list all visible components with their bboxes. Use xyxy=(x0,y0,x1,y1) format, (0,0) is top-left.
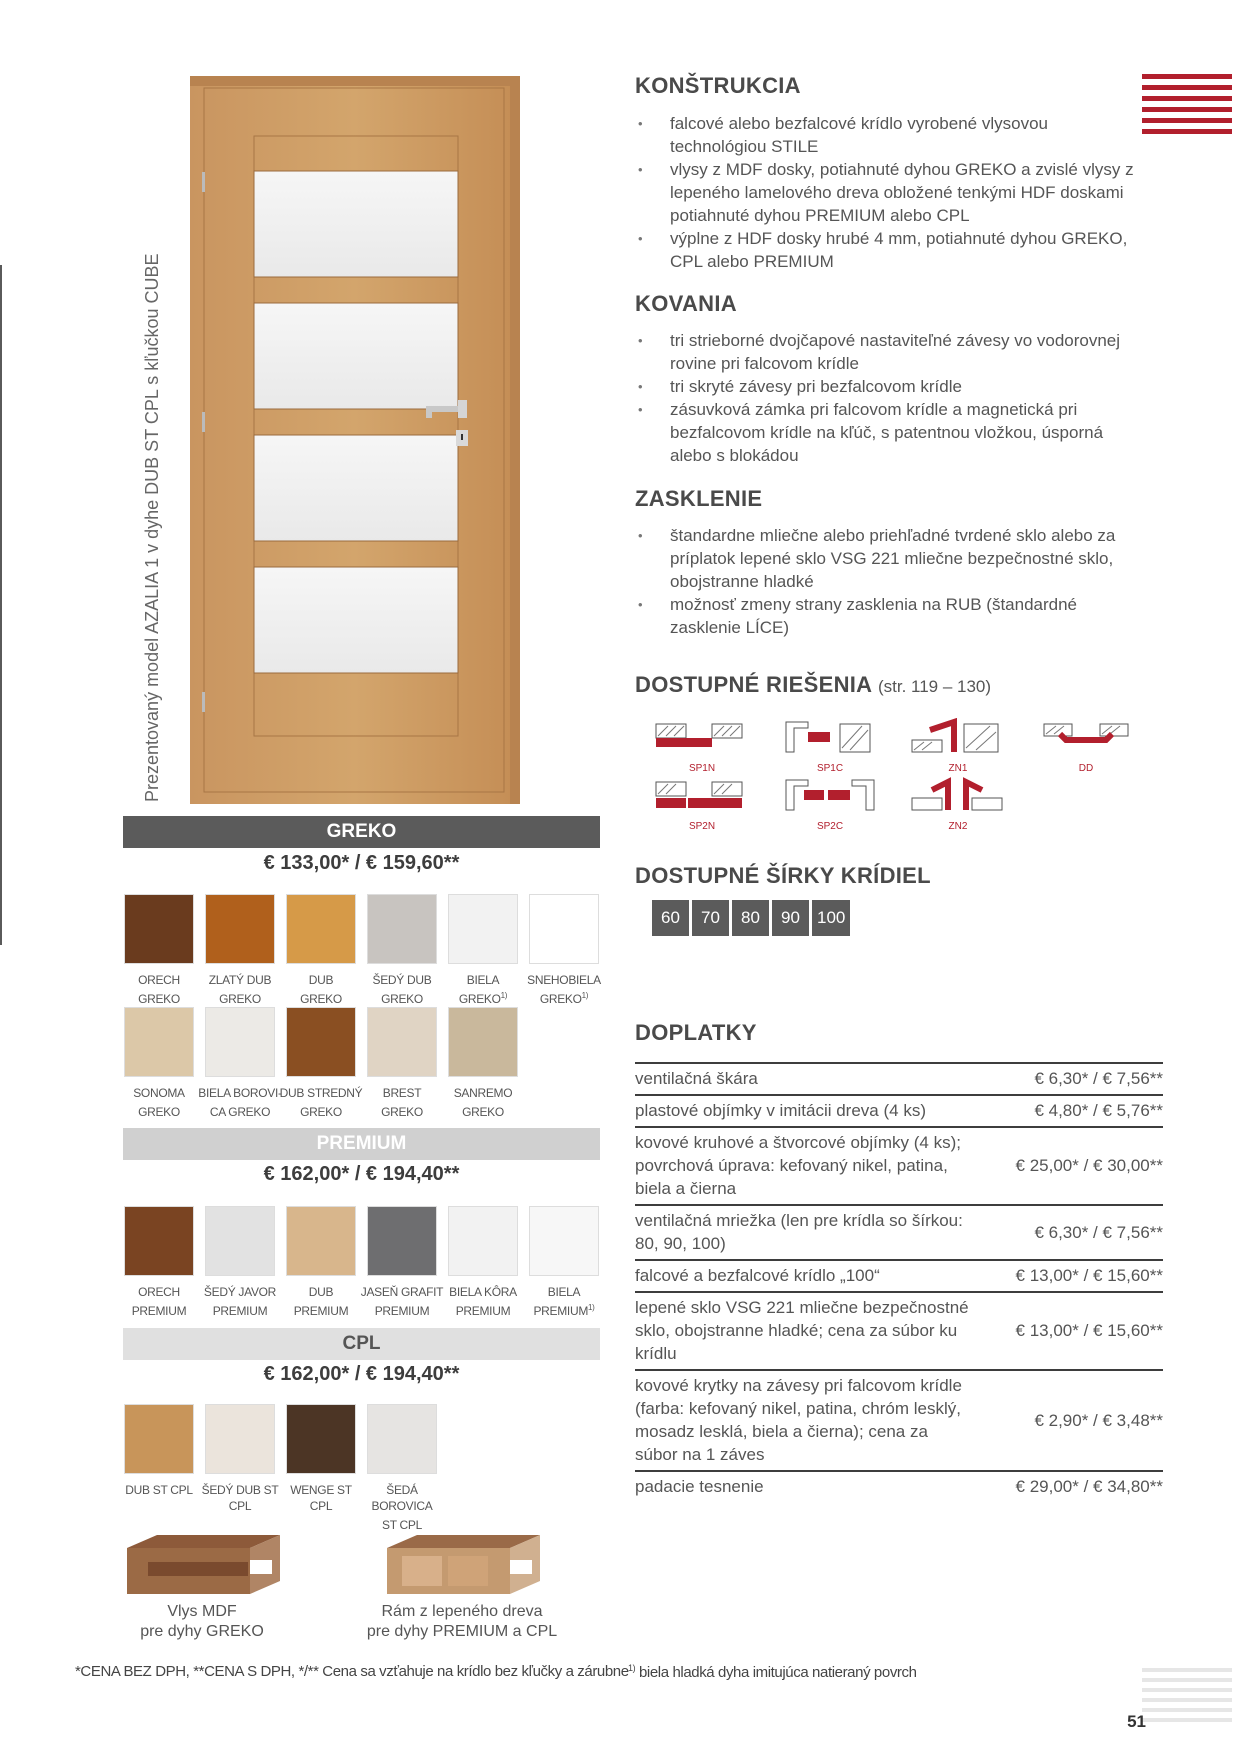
doplatky-row xyxy=(635,1205,1163,1260)
premium-swatch xyxy=(367,1206,437,1276)
doplatky-desc: padacie tesnenie xyxy=(635,1477,764,1496)
greko-swatch-label: BIELA GREKO$^{1)}$ xyxy=(458,973,508,1006)
page-number: 51 xyxy=(1127,1712,1146,1731)
premium-swatch xyxy=(205,1206,275,1276)
greko-swatch-label: ORECH GREKO xyxy=(138,973,180,1006)
doplatky-row xyxy=(635,1292,1163,1370)
greko-swatch xyxy=(205,1007,275,1077)
premium-swatch xyxy=(529,1206,599,1276)
zn1-diagram xyxy=(910,718,1006,758)
doplatky-price: € 2,90* / € 3,48** xyxy=(993,1370,1163,1471)
cpl-swatch-label: DUB ST CPL xyxy=(125,1483,193,1497)
premium-swatch-label: DUB PREMIUM xyxy=(293,1285,349,1318)
doplatky-desc: falcové a bezfalcové krídlo „100“ xyxy=(635,1260,993,1292)
width-option: 60 xyxy=(652,900,689,936)
kovania-item: • tri strieborné dvojčapové nastaviteľné závesy vo vodorovnej rovine pri falcovom krídle xyxy=(635,329,1135,375)
dd-diagram xyxy=(1038,718,1134,758)
dd-label: DD xyxy=(1078,763,1094,774)
sirky-heading: DOSTUPNÉ ŠÍRKY KRÍDIEL xyxy=(635,863,931,888)
greko-swatch xyxy=(286,1007,356,1077)
solution-zn1 xyxy=(910,718,1006,774)
sp2n-label: SP2N xyxy=(688,821,716,832)
greko-swatch xyxy=(124,1007,194,1077)
cpl-band: CPL xyxy=(123,1328,600,1360)
cpl-price: € 162,00* / € 194,40** xyxy=(263,1363,460,1385)
cpl-swatch-label: WENGE ST CPL xyxy=(290,1483,352,1513)
greko-swatch xyxy=(367,894,437,964)
zasklenie-heading: ZASKLENIE xyxy=(635,486,763,511)
zn1-label: ZN1 xyxy=(948,763,968,774)
doplatky-row xyxy=(635,1471,1163,1502)
cpl-swatch xyxy=(367,1404,437,1474)
zasklenie-list xyxy=(635,524,1135,639)
doplatky-desc: kovové krytky na závesy pri falcovom krídle (farba: kefovaný nikel, patina, chróm lesklý, mosadz lesklá, biela a čierna); cena za súbor na 1 záves xyxy=(635,1370,993,1471)
riesenia-heading: DOSTUPNÉ RIEŠENIA (str. 119 – 130) xyxy=(635,672,992,697)
doplatky-desc: kovové kruhové a štvorcové objímky (4 ks); povrchová úprava: kefovaný nikel, patina, biela a čierna xyxy=(635,1127,993,1205)
sp1n-diagram xyxy=(654,718,750,758)
greko-swatch-label: DUB STREDNÝ GREKO xyxy=(279,1086,363,1119)
sp1c-label: SP1C xyxy=(816,763,844,774)
doplatky-heading: DOPLATKY xyxy=(635,1020,757,1045)
finish-footnote: $^{1)}$ biela hladká dyha imitujúca natieraný povrch xyxy=(628,1663,917,1681)
solution-sp2n xyxy=(654,776,750,832)
premium-swatch-label: ORECH PREMIUM xyxy=(131,1285,187,1318)
mdf-profile-caption: Vlys MDF pre dyhy GREKO xyxy=(140,1603,264,1640)
width-option: 80 xyxy=(732,900,769,936)
cpl-swatch xyxy=(124,1404,194,1474)
frame-profile-image xyxy=(382,1530,542,1600)
konstrukcia-heading: KONŠTRUKCIA xyxy=(635,73,801,98)
greko-band: GREKO xyxy=(123,816,600,848)
doplatky-row xyxy=(635,1370,1163,1471)
greko-price: € 133,00* / € 159,60** xyxy=(263,852,460,874)
konstrukcia-item: • výplne z HDF dosky hrubé 4 mm, potiahnuté dyhou GREKO, CPL alebo PREMIUM xyxy=(635,227,1135,273)
width-option: 70 xyxy=(692,900,729,936)
cpl-swatch-label: ŠEDÝ DUB ST CPL xyxy=(201,1483,279,1513)
greko-swatch-label: BIELA BOROVI- CA GREKO xyxy=(198,1086,282,1119)
door-image xyxy=(190,76,520,804)
greko-swatch-label: SONOMA GREKO xyxy=(133,1086,185,1119)
doplatky-price: € 25,00* / € 30,00** xyxy=(993,1127,1163,1205)
premium-swatch-label: BIELA PREMIUM$^{1)}$ xyxy=(533,1285,595,1318)
cpl-swatch xyxy=(286,1404,356,1474)
solution-sp1n xyxy=(654,718,750,774)
kovania-list xyxy=(635,329,1135,467)
kovania-item: • tri skryté závesy pri bezfalcovom krídle xyxy=(635,375,1135,398)
doplatky-row xyxy=(635,1260,1163,1292)
konstrukcia-list xyxy=(635,112,1135,273)
width-options xyxy=(652,900,850,936)
brand-stripes-bottom xyxy=(1142,1668,1232,1728)
doplatky-price: € 29,00* / € 34,80** xyxy=(1015,1477,1163,1496)
greko-swatch xyxy=(448,1007,518,1077)
zn2-label: ZN2 xyxy=(948,821,968,832)
sp2c-diagram xyxy=(782,776,878,816)
doplatky-row xyxy=(635,1095,1163,1127)
cpl-swatch xyxy=(205,1404,275,1474)
solution-sp1c xyxy=(782,718,878,774)
width-option: 90 xyxy=(772,900,809,936)
greko-swatch-label: SNEHOBIELA GREKO$^{1)}$ xyxy=(527,973,601,1006)
doplatky-desc: lepené sklo VSG 221 mliečne bezpečnostné sklo, obojstranne hladké; cena za súbor ku krídlu xyxy=(635,1292,993,1370)
door-model-caption: Prezentovaný model AZALIA 1 v dyhe DUB ST CPL s kľučkou CUBE xyxy=(142,253,162,802)
kovania-item: • zásuvková zámka pri falcovom krídle a magnetická pri bezfalcovom krídle na kľúč, s patentnou vložkou, úsporná alebo s blokádou xyxy=(635,398,1135,467)
width-option: 100 xyxy=(812,900,850,936)
doplatky-price: € 4,80* / € 5,76** xyxy=(993,1095,1163,1127)
premium-swatch-label: ŠEDÝ JAVOR PREMIUM xyxy=(203,1285,277,1318)
doplatky-price: € 6,30* / € 7,56** xyxy=(993,1063,1163,1095)
sp1c-diagram xyxy=(782,718,878,758)
doplatky-table xyxy=(635,1062,1163,1502)
greko-swatch xyxy=(286,894,356,964)
zasklenie-item: • možnosť zmeny strany zasklenia na RUB (štandardné zasklenie LÍCE) xyxy=(635,593,1135,639)
doplatky-price: € 13,00* / € 15,60** xyxy=(993,1260,1163,1292)
greko-swatch xyxy=(205,894,275,964)
doplatky-price: € 6,30* / € 7,56** xyxy=(993,1205,1163,1260)
doplatky-desc: ventilačná škára xyxy=(635,1063,993,1095)
konstrukcia-item: • vlysy z MDF dosky, potiahnuté dyhou GREKO a zvislé vlysy z lepeného lamelového dreva obložené tenkými HDF doskami potiahnuté dyhou PREMIUM alebo CPL xyxy=(635,158,1135,227)
premium-swatch xyxy=(448,1206,518,1276)
premium-swatch xyxy=(286,1206,356,1276)
doplatky-desc: ventilačná mriežka (len pre krídla so šírkou: 80, 90, 100) xyxy=(635,1205,993,1260)
greko-swatch xyxy=(124,894,194,964)
left-edge-rule xyxy=(0,265,2,945)
zn2-diagram xyxy=(910,776,1006,816)
konstrukcia-item: • falcové alebo bezfalcové krídlo vyrobené vlysovou technológiou STILE xyxy=(635,112,1135,158)
premium-swatch xyxy=(124,1206,194,1276)
price-footnote: *CENA BEZ DPH, **CENA S DPH, */** Cena sa vzťahuje na krídlo bez kľučky a zárubne xyxy=(75,1663,629,1680)
zasklenie-item: • štandardne mliečne alebo priehľadné tvrdené sklo alebo za príplatok lepené sklo VSG 221 mliečne bezpečnostné sklo, obojstranne hladké xyxy=(635,524,1135,593)
kovania-heading: KOVANIA xyxy=(635,291,737,316)
greko-swatch-label: DUB GREKO xyxy=(300,973,342,1006)
cpl-swatch-label: ŠEDÁ BOROVICA ST CPL xyxy=(371,1483,433,1532)
doplatky-row xyxy=(635,1063,1163,1095)
doplatky-desc: plastové objímky v imitácii dreva (4 ks) xyxy=(635,1095,993,1127)
solution-zn2 xyxy=(910,776,1006,832)
premium-price: € 162,00* / € 194,40** xyxy=(263,1163,460,1185)
solution-sp2c xyxy=(782,776,878,832)
premium-band: PREMIUM xyxy=(123,1128,600,1160)
solution-dd xyxy=(1038,718,1134,774)
greko-swatch-label: BREST GREKO xyxy=(381,1086,423,1119)
sp2n-diagram xyxy=(654,776,750,816)
greko-swatch xyxy=(448,894,518,964)
sp2c-label: SP2C xyxy=(816,821,844,832)
greko-swatch-label: ZLATÝ DUB GREKO xyxy=(208,973,272,1006)
greko-swatch-label: ŠEDÝ DUB GREKO xyxy=(372,973,432,1006)
brand-stripes-top xyxy=(1142,74,1232,140)
greko-swatch-label: SANREMO GREKO xyxy=(453,1086,513,1119)
frame-profile-caption: Rám z lepeného dreva pre dyhy PREMIUM a CPL xyxy=(366,1603,558,1640)
greko-swatch xyxy=(367,1007,437,1077)
greko-swatch xyxy=(529,894,599,964)
mdf-profile-image xyxy=(122,1530,282,1600)
premium-swatch-label: JASEŇ GRAFIT PREMIUM xyxy=(360,1285,444,1318)
doplatky-price: € 13,00* / € 15,60** xyxy=(993,1292,1163,1370)
sp1n-label: SP1N xyxy=(688,763,716,774)
doplatky-row xyxy=(635,1127,1163,1205)
premium-swatch-label: BIELA KÔRA PREMIUM xyxy=(449,1285,517,1318)
